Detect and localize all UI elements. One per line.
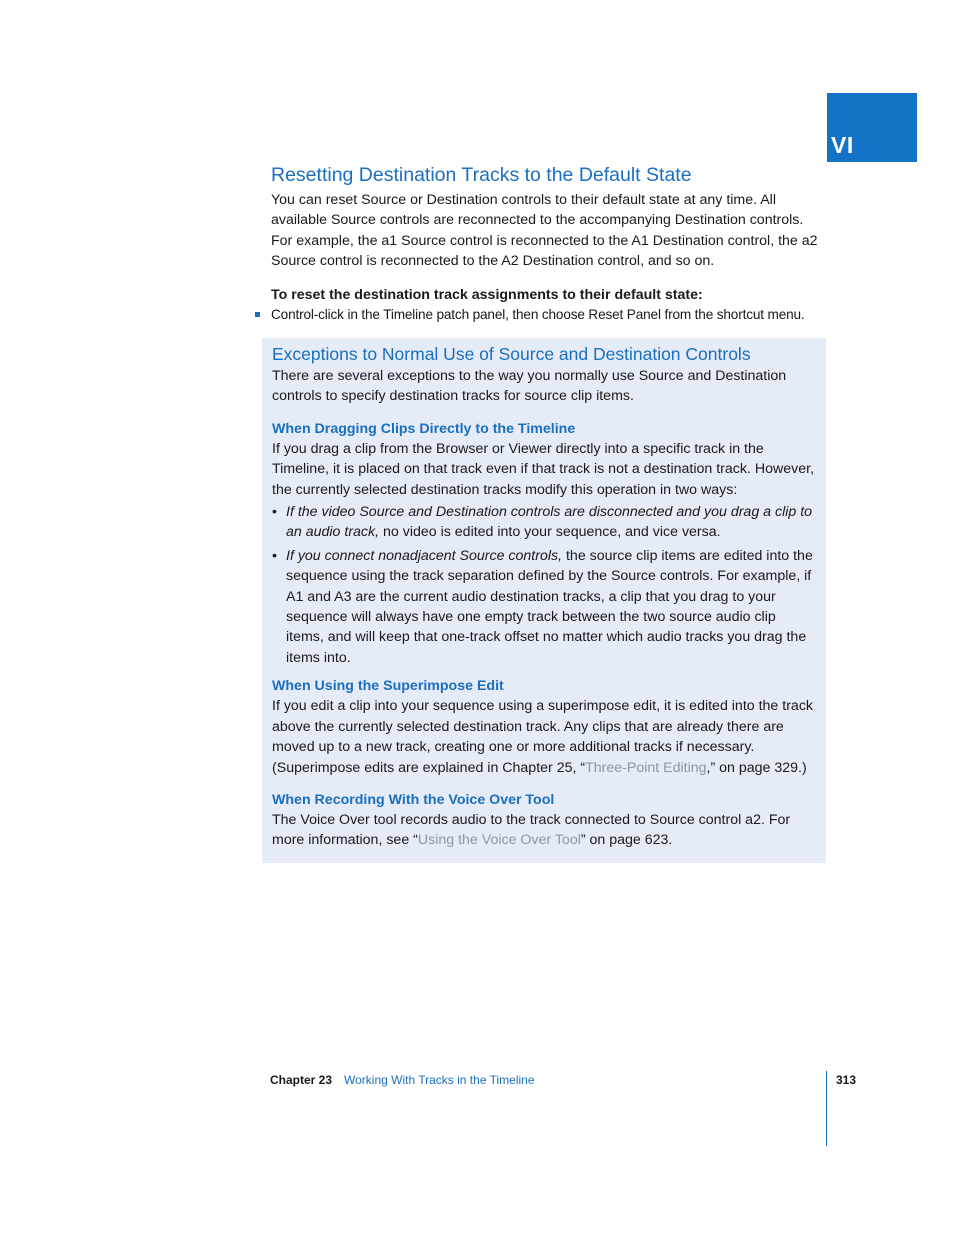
step-item [271, 305, 827, 325]
section [271, 160, 827, 325]
page-number: 313 [836, 1073, 857, 1087]
sidebar-intro: There are several exceptions to the way you normally use Source and Destination controls to specify destination tracks for source clip items. [272, 368, 787, 405]
voiceover-text-end: ” on page 623. [580, 832, 673, 849]
part-label: VI [831, 132, 854, 158]
superimpose-text: If you edit a clip into your sequence using a superimpose edit, it is edited into the track above the currently selected destination track. Any clips that are already there are moved up to a new track, creating one or more additional tracks if necessary. (Superimpose edits are explained in Chapter 25, “ [272, 698, 814, 776]
superimpose-heading: When Using the Superimpose Edit [272, 678, 504, 695]
bullet-text: the source clip items are edited into the sequence using the track separation defined by the Source controls. For example, if A1 and A3 are the current audio destination tracks, a clip that you drag to your sequence will always have one empty track between the two source audio clip items, and will keep that one-track offset no matter which audio tracks you drag the items into. [286, 547, 813, 666]
section-title: Resetting Destination Tracks to the Default State [271, 164, 692, 186]
step-heading: To reset the destination track assignments to their default state: [271, 286, 703, 303]
sidebar-title: Exceptions to Normal Use of Source and Destination Controls [272, 344, 751, 364]
list-item [272, 546, 817, 668]
list-item [272, 502, 817, 543]
footer-divider [826, 1071, 827, 1146]
voiceover-text: The Voice Over tool records audio to the track connected to Source control a2. For more information, see “ [272, 811, 791, 849]
step-text: Control-click in the Timeline patch panel, then choose Reset Panel from the shortcut menu. [271, 307, 805, 323]
footer-chapter: Chapter 23 [270, 1073, 333, 1087]
bullet-italic: If the video Source and Destination controls are disconnected and you drag a clip to an audio track, [286, 504, 813, 541]
superimpose-text-end: ,” on page 329.) [706, 759, 807, 776]
bullet-italic: If you connect nonadjacent Source controls, [286, 547, 563, 564]
three-point-editing-link[interactable]: Three-Point Editing [585, 759, 707, 776]
bullet-dot-icon: • [272, 547, 277, 564]
section-body: You can reset Source or Destination controls to their default state at any time. All available Source controls are reconnected to the accompanying Destination controls. For example, the a1 Source control is reconnected to the A1 Destination control, the a2 Source control is reconnected to the A2 Destination control, and so on. [271, 192, 818, 270]
footer-chapter-title[interactable]: Working With Tracks in the Timeline [344, 1073, 535, 1087]
dragging-bullets [272, 502, 817, 668]
voiceover-body [272, 810, 817, 851]
part-tab [827, 93, 917, 162]
voice-over-tool-link[interactable]: Using the Voice Over Tool [417, 832, 581, 849]
sidebar-box [262, 338, 826, 863]
bullet-dot-icon: • [272, 504, 277, 521]
bullet-text: no video is edited into your sequence, and vice versa. [379, 524, 721, 541]
square-bullet-icon [255, 312, 260, 317]
dragging-heading: When Dragging Clips Directly to the Timeline [272, 420, 576, 437]
superimpose-body [272, 696, 817, 778]
voiceover-heading: When Recording With the Voice Over Tool [272, 791, 555, 808]
dragging-body: If you drag a clip from the Browser or Viewer directly into a specific track in the Timeline, it is placed on that track even if that track is not a destination track. However, the currently selected destination tracks modify this operation in two ways: [272, 440, 815, 498]
